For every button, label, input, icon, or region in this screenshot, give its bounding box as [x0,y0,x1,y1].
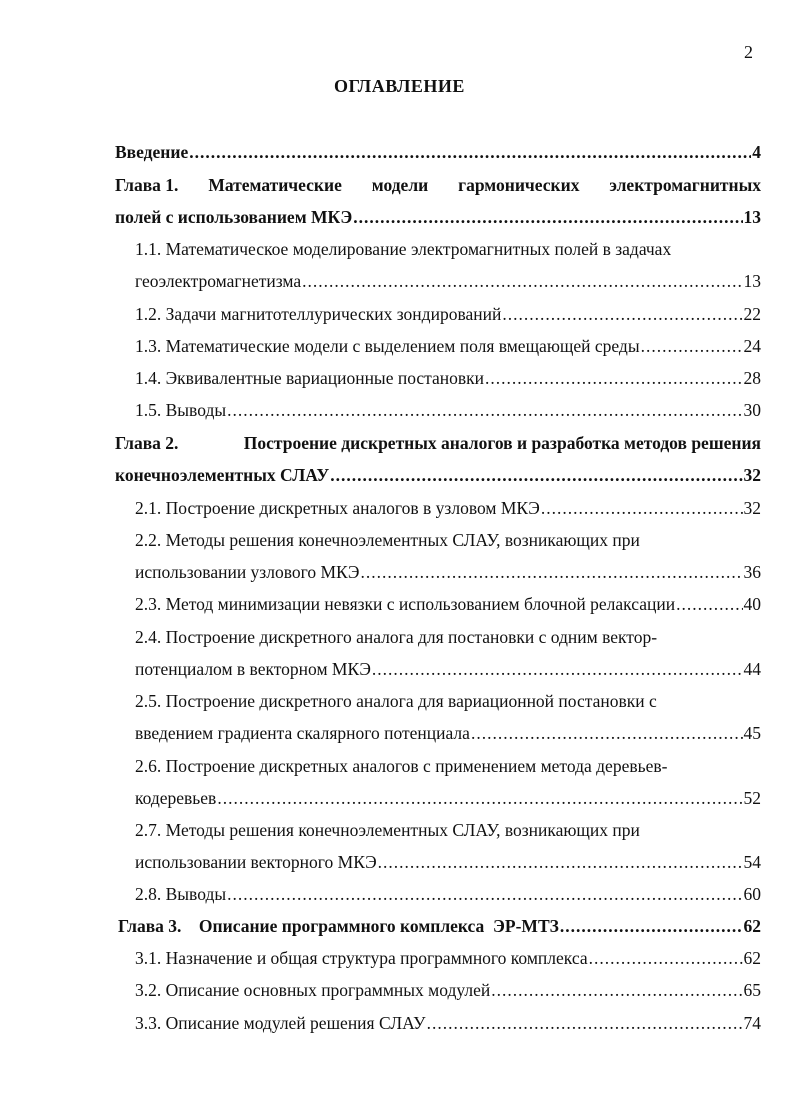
toc-section-1-1-cont[interactable] [135,271,761,292]
leader-dots [353,207,742,228]
toc-section-2-5[interactable] [135,691,761,712]
leader-dots [471,723,743,744]
toc-entry-text: 3.2. Описание основных программных модулей [135,980,491,1000]
toc-entry-page: 36 [743,562,761,582]
toc-entry-text: Математические [208,175,342,195]
toc-section-3-2[interactable] [135,980,761,1001]
toc-entry-text: 1.1. Математическое моделирование электромагнитных полей в задачах [135,239,672,259]
leader-dots [427,1013,743,1034]
toc-section-2-4-cont[interactable] [135,659,761,680]
toc-section-2-7[interactable] [135,820,761,841]
toc-section-2-3[interactable] [135,594,761,615]
toc-entry-text: 1.5. Выводы [135,400,227,420]
leader-dots [485,368,742,389]
toc-entry-text: 2.7. Методы решения конечноэлементных СЛАУ, возникающих при [135,820,640,840]
toc-entry-text: потенциалом в векторном МКЭ [135,659,371,679]
toc-entry-text: Построение дискретных аналогов и разработка методов решения [243,433,761,453]
toc-entry-text: 2.6. Построение дискретных аналогов с применением метода деревьев- [135,756,668,776]
toc-section-2-6-cont[interactable] [135,788,761,809]
toc-entry-text: электромагнитных [609,175,761,195]
toc-entry-page: 65 [743,980,761,1000]
leader-dots [360,562,742,583]
toc-entry-text: кодеревьев [135,788,217,808]
toc-section-1-5[interactable] [135,400,761,421]
toc-entry-text: конечноэлементных СЛАУ [115,465,330,485]
toc-chapter-1-heading[interactable] [115,175,761,196]
leader-dots [676,594,742,615]
toc-chapter-1-cont[interactable] [115,207,761,228]
leader-dots [330,465,742,486]
toc-section-2-1[interactable] [135,498,761,519]
toc-section-2-2[interactable] [135,530,761,551]
leader-dots [227,400,742,421]
toc-section-2-8[interactable] [135,884,761,905]
toc-entry-page: 44 [743,659,761,679]
toc-entry-page: 32 [743,465,761,485]
page-title: ОГЛАВЛЕНИЕ [334,76,465,96]
toc-entry-text: 3.3. Описание модулей решения СЛАУ [135,1013,426,1033]
toc-entry-page: 22 [743,304,761,324]
toc-entry-text: 2.8. Выводы [135,884,227,904]
toc-section-3-1[interactable] [135,948,761,969]
toc-chapter-2-cont[interactable] [115,465,761,486]
toc-entry-page: 32 [743,498,761,518]
page-number: 2 [744,42,753,62]
toc-entry-text: Глава 2. [115,433,179,453]
toc-entry-text: 2.5. Построение дискретного аналога для вариационной постановки с [135,691,657,711]
toc-entry-page: 45 [743,723,761,743]
toc-section-2-2-cont[interactable] [135,562,761,583]
toc-section-1-2[interactable] [135,304,761,325]
toc-entry-text: геоэлектромагнетизма [135,271,302,291]
toc-section-2-4[interactable] [135,627,761,648]
toc-entry-page: 62 [743,948,761,968]
leader-dots [378,852,743,873]
toc-entry-text: 2.3. Метод минимизации невязки с использованием блочной релаксации [135,594,676,614]
toc-entry-text: Глава 1. [115,175,179,195]
leader-dots [302,271,742,292]
toc-entry-page: 60 [743,884,761,904]
leader-dots [227,884,742,905]
toc-section-1-1[interactable] [135,239,761,260]
toc-entry-text: модели [371,175,429,195]
leader-dots [502,304,742,325]
leader-dots [189,142,751,163]
toc-entry-page: 28 [743,368,761,388]
toc-entry-page: 74 [743,1013,761,1033]
toc-entry-text: Введение [115,142,189,162]
toc-entry-text: 2.1. Построение дискретных аналогов в узловом МКЭ [135,498,540,518]
toc-entry-page: 24 [743,336,761,356]
toc-entry-text: 1.2. Задачи магнитотеллурических зондирований [135,304,502,324]
toc-section-3-3[interactable] [135,1013,761,1034]
toc-section-2-5-cont[interactable] [135,723,761,744]
toc-entry-text: 2.2. Методы решения конечноэлементных СЛАУ, возникающих при [135,530,640,550]
toc-entry-text: 1.4. Эквивалентные вариационные постановки [135,368,485,388]
toc-entry-page: 62 [743,916,761,936]
toc-section-1-4[interactable] [135,368,761,389]
leader-dots [560,916,743,937]
toc-entry-page: 30 [743,400,761,420]
toc-entry-page: 13 [743,271,761,291]
toc-entry-page: 40 [743,594,761,614]
leader-dots [641,336,743,357]
toc-entry-text: гармонических [458,175,580,195]
toc-entry-text: полей с использованием МКЭ [115,207,353,227]
toc-entry-page: 52 [743,788,761,808]
toc-entry-text: 2.4. Построение дискретного аналога для постановки с одним вектор- [135,627,658,647]
toc-entry-page: 54 [743,852,761,872]
leader-dots [541,498,743,519]
toc-entry-text: 1.3. Математические модели с выделением поля вмещающей среды [135,336,640,356]
leader-dots [491,980,742,1001]
toc-chapter-3[interactable] [118,916,761,937]
toc-section-1-3[interactable] [135,336,761,357]
toc-entry-text: 3.1. Назначение и общая структура программного комплекса [135,948,588,968]
toc-entry-text: использовании узлового МКЭ [135,562,360,582]
toc-entry-page: 4 [752,142,761,162]
toc-entry-text: Глава 3. Описание программного комплекса ЭР-МТЗ [118,916,559,936]
leader-dots [217,788,742,809]
leader-dots [372,659,743,680]
toc-chapter-2-heading[interactable] [115,433,761,454]
toc-section-2-7-cont[interactable] [135,852,761,873]
toc-section-2-6[interactable] [135,756,761,777]
leader-dots [589,948,743,969]
toc-entry-page: 13 [743,207,761,227]
toc-entry-text: введением градиента скалярного потенциала [135,723,470,743]
toc-entry-text: использовании векторного МКЭ [135,852,377,872]
toc-entry-intro[interactable] [115,142,761,163]
